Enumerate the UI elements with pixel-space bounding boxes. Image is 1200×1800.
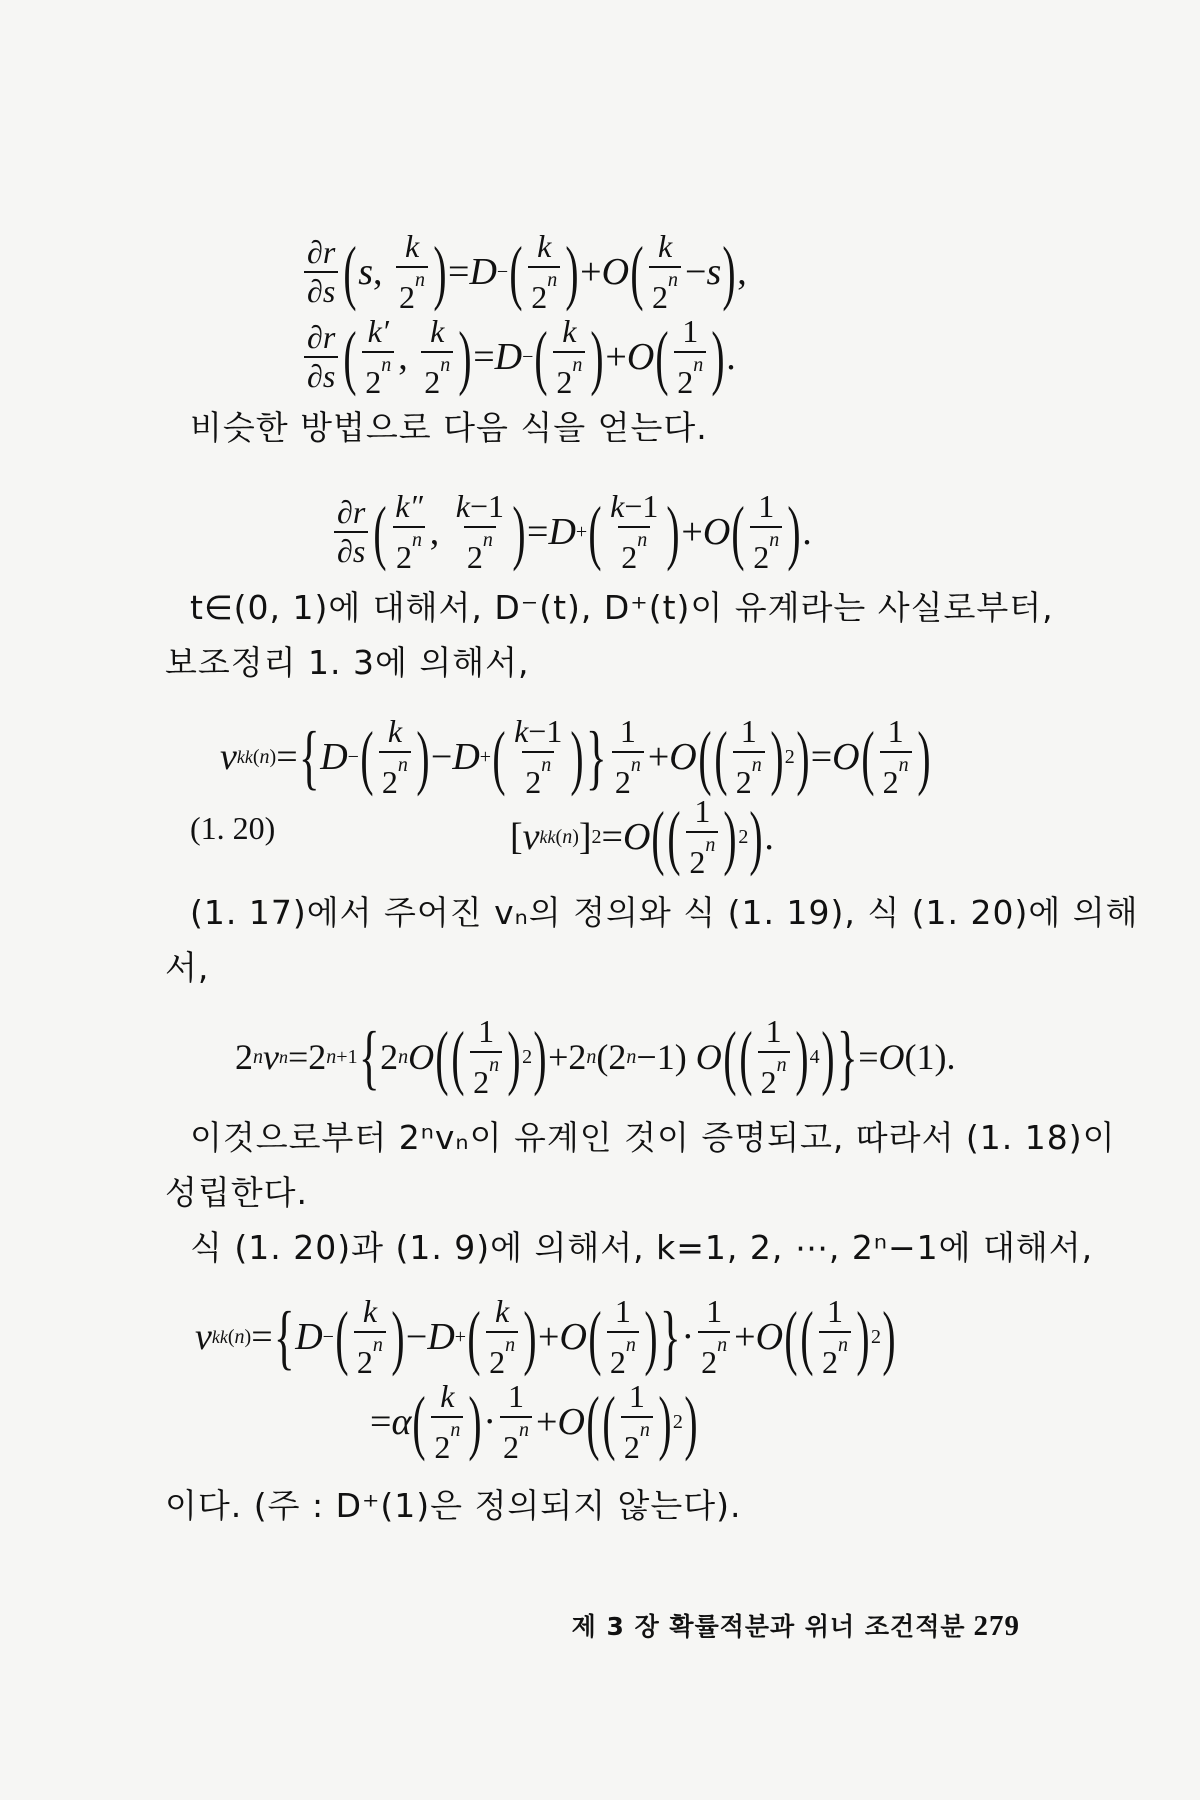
equation-4: v kk (n) = { D − ( $\frac{k}{2^n}$ ) − D + ( $\frac{k-1}{2^n}$ ) } $\frac{1}{2^n}$ + O ( ( $\frac{1}{2^n}$ ) 2 ) = O ( $\frac{1}{2^n}$ ) [220,713,931,800]
paragraph-2-line-2: 보조정리 1. 3에 의해서, [165,643,530,682]
paragraph-6: 이다. (주 : D⁺(1)은 정의되지 않는다). [165,1486,742,1525]
page-number: 279 [973,1610,1020,1642]
chapter-title: 제 3 장 확률적분과 위너 조건적분 [571,1612,966,1641]
equation-2: $\frac{\partial r}{\partial s}$ ( $\frac{k'}{2^n}$ , $\frac{k}{2^n}$ ) = D − ( $\frac{k}{2^n}$ ) + O ( $\frac{1}{2^n}$ ) . [300,315,736,399]
paragraph-4-line-2: 성립한다. [165,1173,309,1212]
equation-5: [ v kk (n) ] 2 = O ( ( $\frac{1}{2^n}$ ) 2 ) . [510,793,774,880]
equation-number: (1. 20) [190,810,276,846]
paragraph-3-line-2: 서, [165,948,210,987]
paragraph-1: 비슷한 방법으로 다음 식을 얻는다. [190,408,708,447]
paragraph-5: 식 (1. 20)과 (1. 9)에 의해서, k=1, 2, ⋯, 2ⁿ−1에 대해서, [190,1228,1094,1267]
paragraph-3-line-1: (1. 17)에서 주어진 vₙ의 정의와 식 (1. 19), 식 (1. 20)에 의해 [190,893,1139,932]
paragraph-2-line-1: t∈(0, 1)에 대해서, D⁻(t), D⁺(t)이 유계라는 사실로부터, [190,588,1054,627]
equation-8: = α ( $\frac{k}{2^n}$ ) · $\frac{1}{2^n}$ + O ( ( $\frac{1}{2^n}$ ) 2 ) [370,1378,698,1465]
equation-7: v kk (n) = { D − ( $\frac{k}{2^n}$ ) − D + ( $\frac{k}{2^n}$ ) + O ( $\frac{1}{2^n}$ ) } · $\frac{1}{2^n}$ + O ( ( $\frac{1}{2^n}$ ) 2 ) [195,1293,896,1380]
equation-6: 2 n v n =2 n+1 { 2 n O ( ( $\frac{1}{2^n}$ ) 2 ) +2 n (2 n −1) O ( ( $\frac{1}{2^n}$ ) 4 ) } = O (1). [235,1013,956,1100]
equation-1: $\frac{\partial r}{\partial s}$ ( s , $\frac{k}{2^n}$ ) = D − ( $\frac{k}{2^n}$ ) + O ( $\frac{k}{2^n}$ − s ) , [300,230,747,314]
paragraph-4-line-1: 이것으로부터 2ⁿvₙ이 유계인 것이 증명되고, 따라서 (1. 18)이 [190,1118,1116,1157]
page-footer [572,1607,1020,1643]
equation-3: $\frac{\partial r}{\partial s}$ ( $\frac{k''}{2^n}$ , $\frac{k-1}{2^n}$ ) = D + ( $\frac{k-1}{2^n}$ ) + O ( $\frac{1}{2^n}$ ) . [330,490,812,574]
